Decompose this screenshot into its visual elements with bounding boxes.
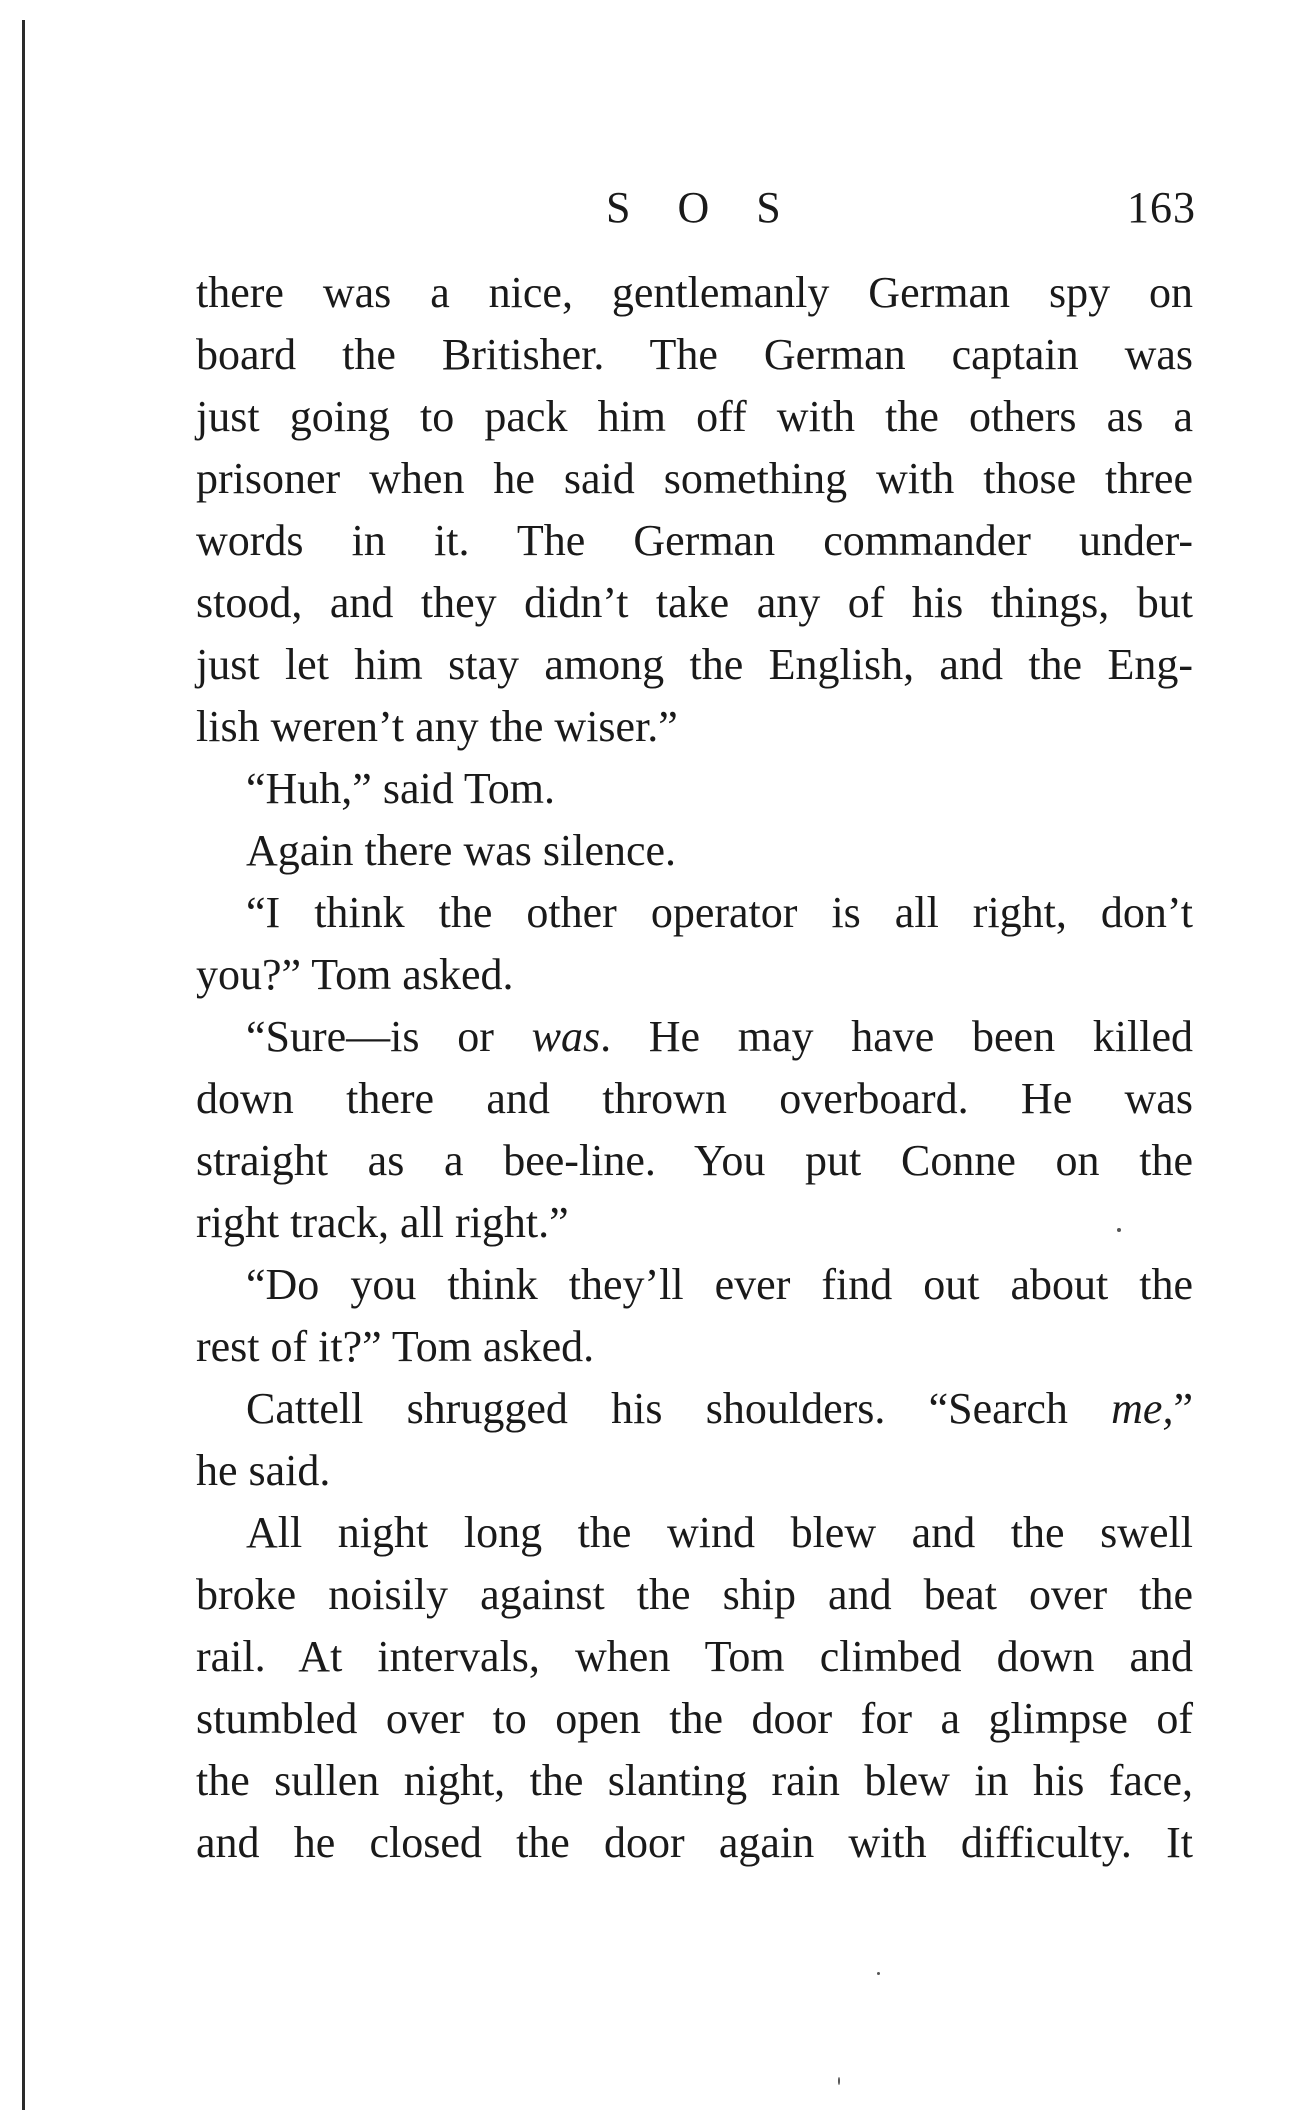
text-line: lish weren’t any the wiser.” xyxy=(196,702,678,751)
body-text xyxy=(196,262,1193,1874)
text-line-composite xyxy=(196,1378,1193,1440)
text-line: Again there was silence. xyxy=(246,826,677,875)
text-segment: . He may have been killed xyxy=(600,1012,1193,1061)
emphasis-text: me, xyxy=(1111,1384,1174,1433)
text-line: words in it. The German commander under- xyxy=(196,516,1193,565)
text-segment: Cattell shrugged his shoulders. “Search xyxy=(246,1384,1112,1433)
text-line: stumbled over to open the door for a glimpse of xyxy=(196,1694,1193,1743)
text-line: straight as a bee-line. You put Conne on the xyxy=(196,1136,1193,1185)
text-line: he said. xyxy=(196,1446,331,1495)
text-line: “I think the other operator is all right, don’t xyxy=(246,888,1193,937)
text-segment: “Sure—is or xyxy=(246,1012,532,1061)
text-line: broke noisily against the ship and beat over the xyxy=(196,1570,1193,1619)
running-title: S O S xyxy=(606,183,799,232)
text-line-composite xyxy=(196,1006,1193,1068)
text-line: board the Britisher. The German captain was xyxy=(196,330,1193,379)
text-line: the sullen night, the slanting rain blew in his face, xyxy=(196,1756,1193,1805)
text-line: down there and thrown overboard. He was xyxy=(196,1074,1193,1123)
text-line: you?” Tom asked. xyxy=(196,950,514,999)
text-line: prisoner when he said something with those three xyxy=(196,454,1193,503)
emphasis-text: was xyxy=(531,1012,601,1061)
text-line: and he closed the door again with difficulty. It xyxy=(196,1818,1193,1867)
text-line: “Do you think they’ll ever find out about the xyxy=(246,1260,1193,1309)
running-head xyxy=(196,182,1196,242)
text-line: right track, all right.” xyxy=(196,1198,569,1247)
text-line: just let him stay among the English, and the Eng- xyxy=(196,640,1193,689)
text-line: rest of it?” Tom asked. xyxy=(196,1322,595,1371)
print-speck xyxy=(877,1972,880,1975)
page-binding-edge xyxy=(22,20,25,2110)
print-speck xyxy=(838,2077,840,2085)
print-speck xyxy=(1117,1228,1121,1232)
text-line: just going to pack him off with the others as a xyxy=(196,392,1193,441)
text-line: All night long the wind blew and the swell xyxy=(246,1508,1193,1557)
page-number: 163 xyxy=(1127,183,1196,232)
text-line: there was a nice, gentlemanly German spy on xyxy=(196,268,1193,317)
text-line: rail. At intervals, when Tom climbed down and xyxy=(196,1632,1193,1681)
text-line: stood, and they didn’t take any of his things, but xyxy=(196,578,1193,627)
text-line: “Huh,” said Tom. xyxy=(246,764,555,813)
text-segment: ” xyxy=(1173,1384,1193,1433)
